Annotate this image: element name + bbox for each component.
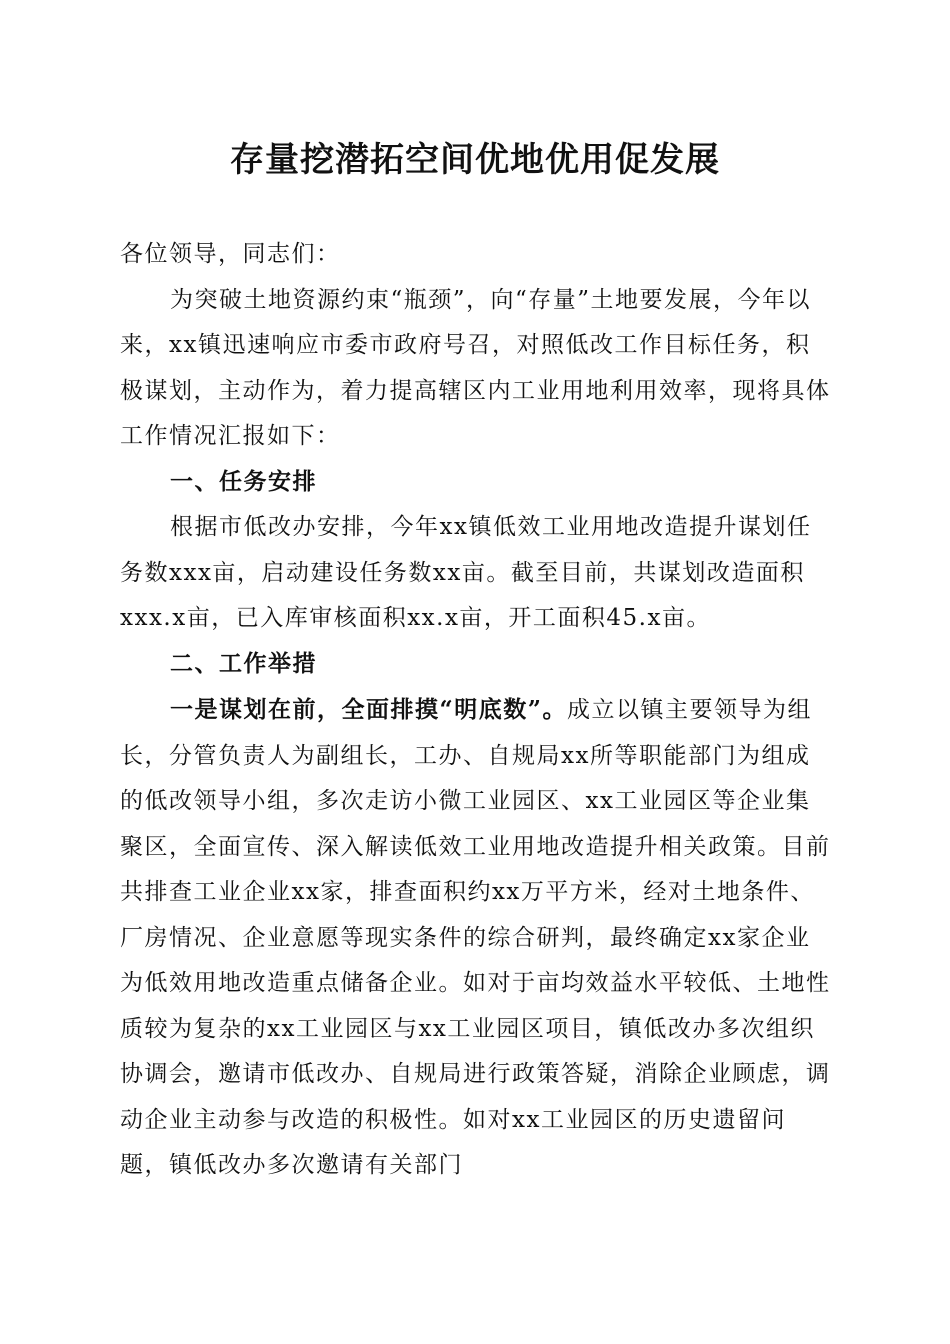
salutation: 各位领导，同志们： [120, 241, 341, 267]
measure-lead: 一是谋划在前，全面排摸“明底数”。 [170, 696, 567, 723]
section-heading-task: 一、任务安排 [170, 468, 317, 495]
document-body [120, 232, 832, 1189]
measure-body: 成立以镇主要领导为组长，分管负责人为副组长，工办、自规局xx所等职能部门为组成的低改领导小组，多次走访小微工业园区、xx工业园区等企业集聚区，全面宣传、深入解读低效工业用地改造提升相关政策。目前共排查工业企业xx家，排查面积约xx万平方米，经对土地条件、厂房情况、企业意愿等现实条件的综合研判，最终确定xx家企业为低效用地改造重点储备企业。如对于亩均效益水平较低、土地性质较为复杂的xx工业园区与xx工业园区项目，镇低改办多次组织协调会，邀请市低改办、自规局进行政策答疑，消除企业顾虑，调动企业主动参与改造的积极性。如对xx工业园区的历史遗留问题，镇低改办多次邀请有关部门 [120, 697, 831, 1178]
measures-paragraph [120, 687, 832, 1189]
section-heading-measures: 二、工作举措 [170, 650, 317, 677]
intro-paragraph: 为突破土地资源约束“瓶颈”，向“存量”土地要发展，今年以来，xx镇迅速响应市委市政府号召，对照低改工作目标任务，积极谋划，主动作为，着力提高辖区内工业用地利用效率，现将具体工作情况汇报如下： [120, 286, 831, 449]
document-title: 存量挖潜拓空间优地优用促发展 [230, 140, 720, 180]
task-paragraph: 根据市低改办安排，今年xx镇低效工业用地改造提升谋划任务数xxx亩，启动建设任务数xx亩。截至目前，共谋划改造面积xxx.x亩，已入库审核面积xx.x亩，开工面积45.x亩。 [120, 514, 812, 631]
